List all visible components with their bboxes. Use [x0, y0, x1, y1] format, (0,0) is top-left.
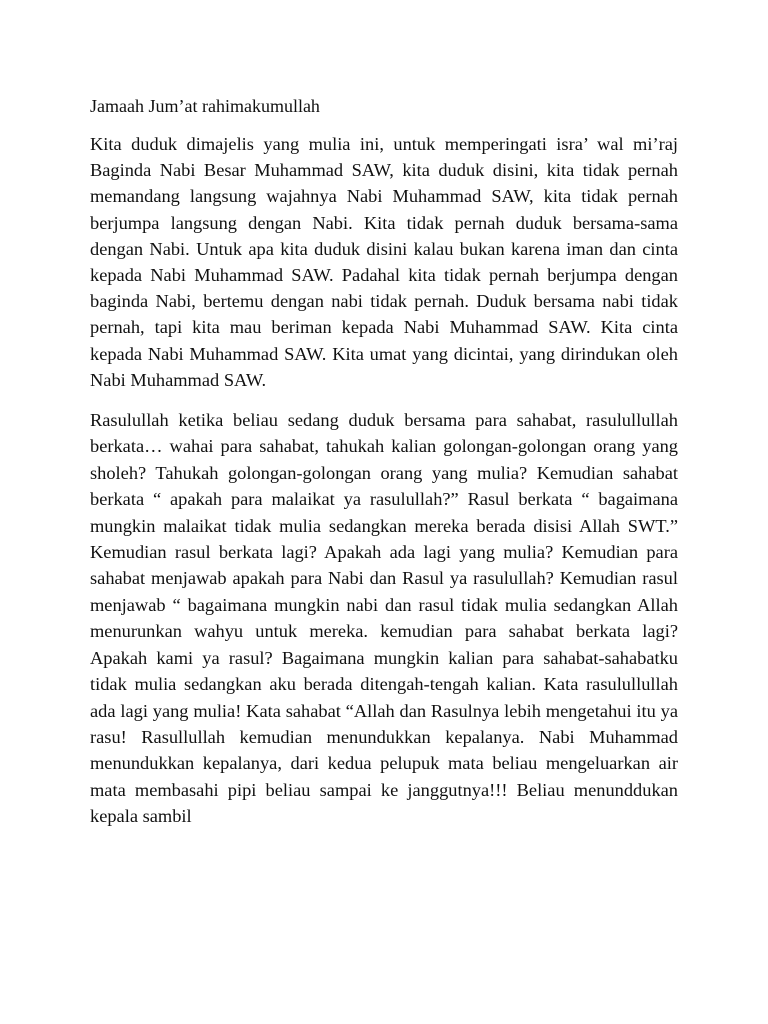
document-page	[90, 93, 678, 844]
paragraph-2: Rasulullah ketika beliau sedang duduk bersama para sahabat, rasulullullah berkata… wahai para sahabat, tahukah kalian golongan-golongan orang yang sholeh? Tahukah golongan-golongan orang yang mulia? Kemudian sahabat berkata “ apakah para malaikat ya rasulullah?” Rasul berkata “ bagaimana mungkin malaikat tidak mulia sedangkan mereka berada disisi Allah SWT.” Kemudian rasul berkata lagi? Apakah ada lagi yang mulia? Kemudian para sahabat menjawab apakah para Nabi dan Rasul ya rasulullah? Kemudian rasul menjawab “ bagaimana mungkin nabi dan rasul tidak mulia sedangkan Allah menurunkan wahyu untuk mereka. kemudian para sahabat berkata lagi? Apakah kami ya rasul? Bagaimana mungkin kalian para sahabat-sahabatku tidak mulia sedangkan aku berada ditengah-tengah kalian. Kata rasulullullah ada lagi yang mulia! Kata sahabat “Allah dan Rasulnya lebih mengetahui itu ya rasu! Rasullullah kemudian menundukkan kepalanya. Nabi Muhammad menundukkan kepalanya, dari kedua pelupuk mata beliau mengeluarkan air mata membasahi pipi beliau sampai ke janggutnya!!! Beliau menunddukan kepala sambil	[90, 410, 678, 827]
paragraph-1: Kita duduk dimajelis yang mulia ini, untuk memperingati isra’ wal mi’raj Baginda Nabi Besar Muhammad SAW, kita duduk disini, kita tidak pernah memandang langsung wajahnya Nabi Muhammad SAW, kita tidak pernah berjumpa langsung dengan Nabi. Kita tidak pernah duduk bersama-sama dengan Nabi. Untuk apa kita duduk disini kalau bukan karena iman dan cinta kepada Nabi Muhammad SAW. Padahal kita tidak pernah berjumpa dengan baginda Nabi, bertemu dengan nabi tidak pernah. Duduk bersama nabi tidak pernah, tapi kita mau beriman kepada Nabi Muhammad SAW. Kita cinta kepada Nabi Muhammad SAW. Kita umat yang dicintai, yang dirindukan oleh Nabi Muhammad SAW.	[90, 134, 678, 390]
document-heading: Jamaah Jum’at rahimakumullah	[90, 96, 320, 116]
